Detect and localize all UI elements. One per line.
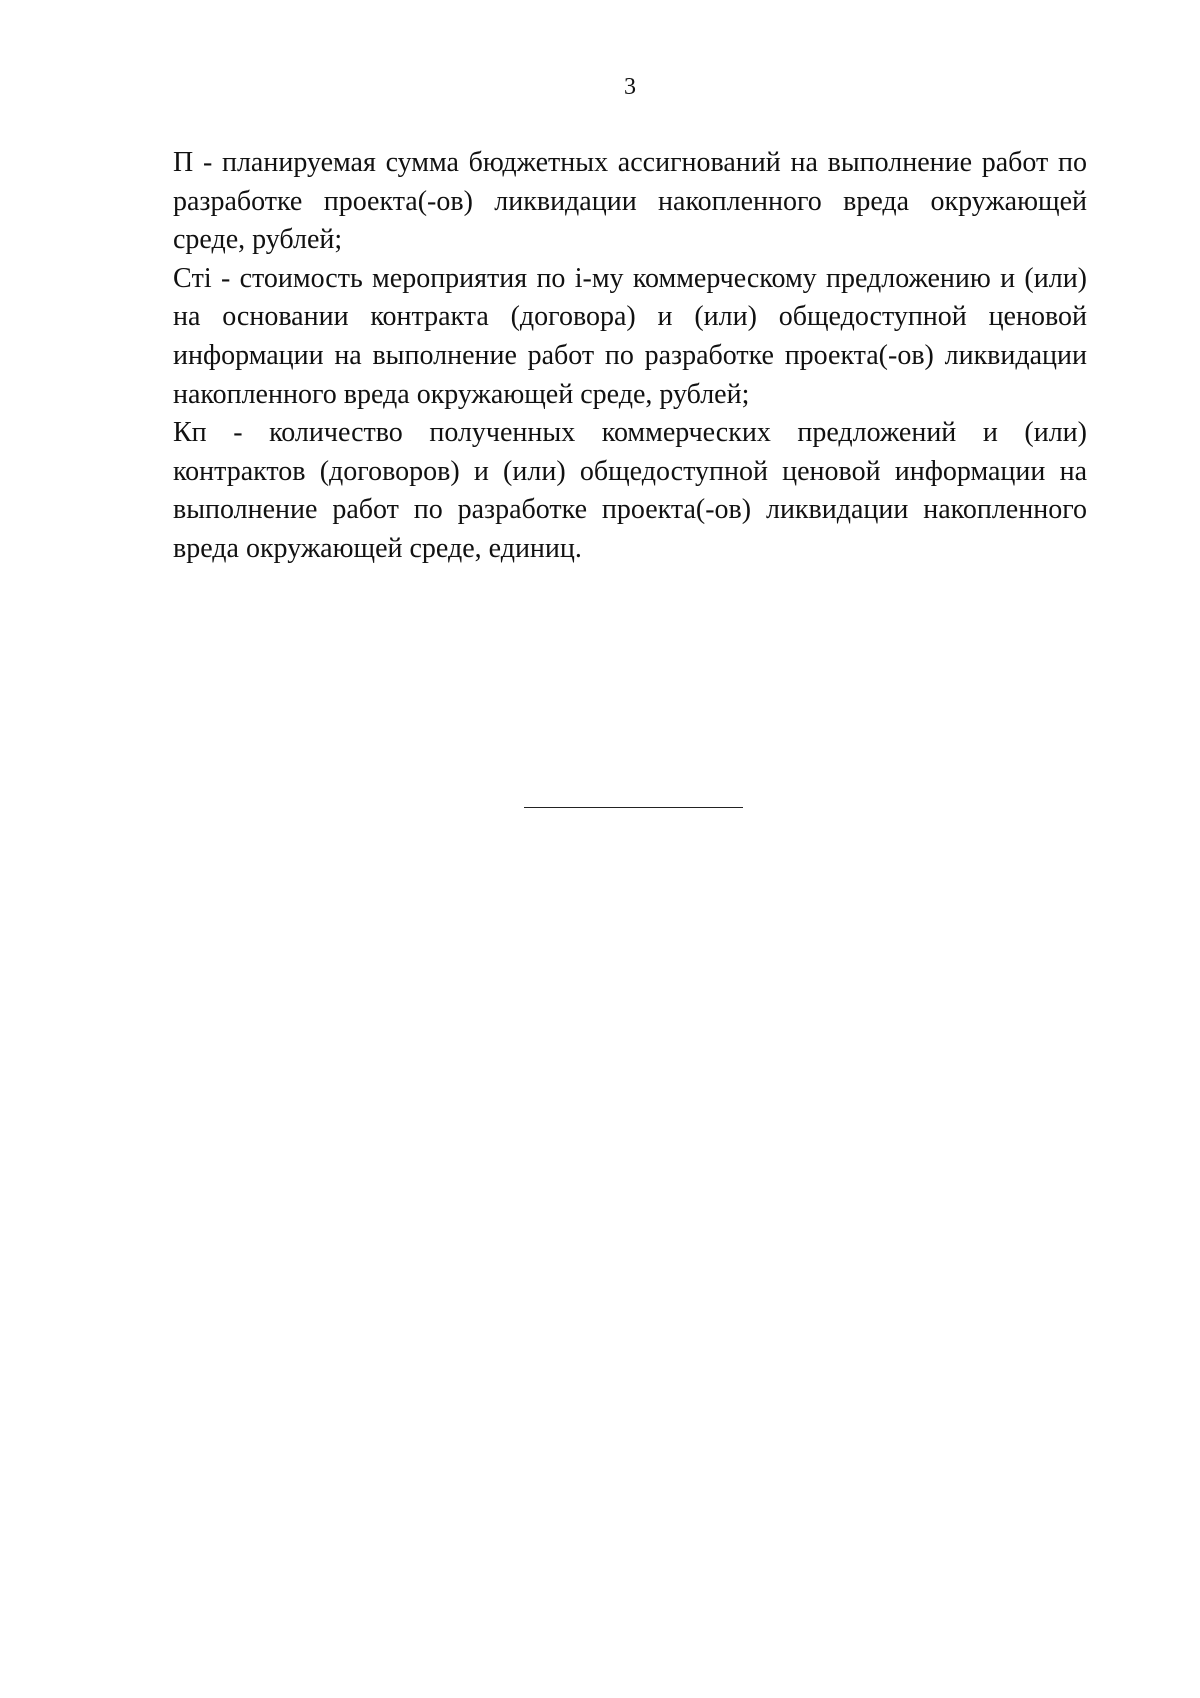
definition-paragraph-p: П - планируемая сумма бюджетных ассигнований на выполнение работ по разработке проекта(-ов) ликвидации накопленного вреда окружающей среде, рублей;: [173, 147, 1087, 256]
definition-paragraph-cti: Cтi - стоимость мероприятия по i-му коммерческому предложению и (или) на основании контракта (договора) и (или) общедоступной ценовой информации на выполнение работ по разработке проекта(-ов) ликвидации накопленного вреда окружающей среде, рублей;: [173, 262, 1087, 410]
definitions-block: [173, 144, 1087, 569]
page-number: 3: [624, 74, 636, 100]
definition-paragraph-kp: Кп - количество полученных коммерческих предложений и (или) контрактов (договоров) и (или) общедоступной ценовой информации на выполнение работ по разработке проекта(-ов) ликвидации накопленного вреда окружающей среде, единиц.: [173, 417, 1087, 564]
end-of-document-separator: [524, 807, 743, 808]
